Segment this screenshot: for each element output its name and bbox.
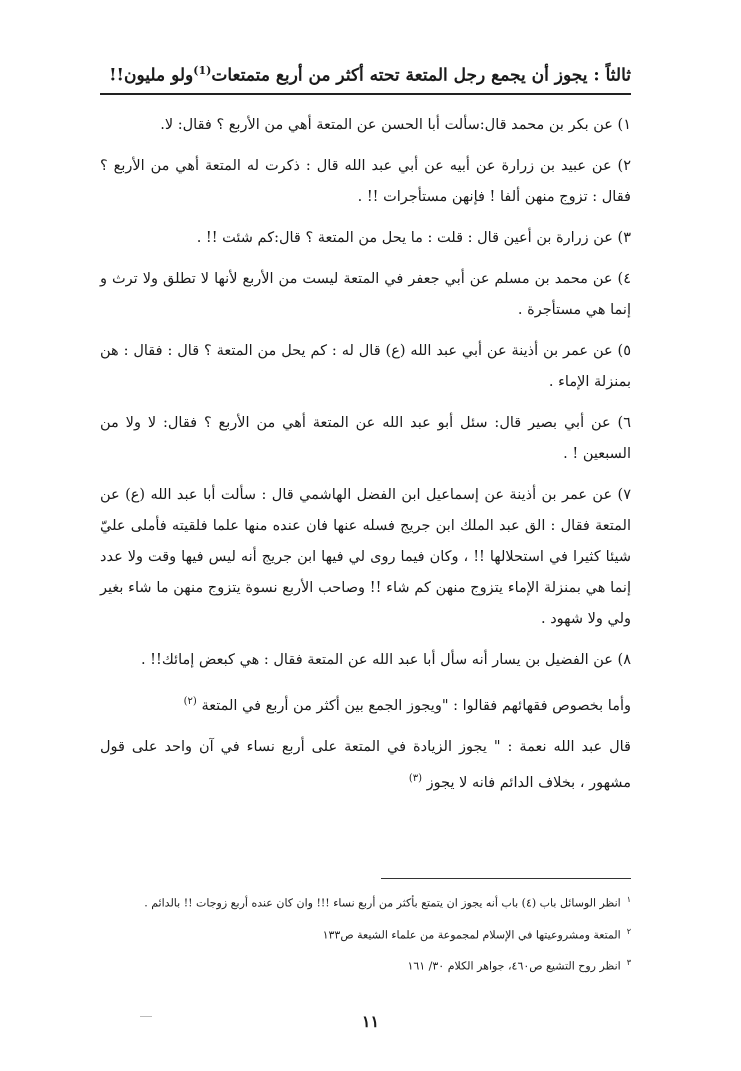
footnote-text: انظر روح التشيع ص٤٦٠، جواهر الكلام ٣٠/ ١٦١ bbox=[407, 959, 621, 973]
narration-5: ٥) عن عمر بن أذينة عن أبي عبد الله (ع) قال له : كم يحل من المتعة ؟ قال : فقال : هن بمنزلة الإماء . bbox=[100, 343, 631, 390]
footnote-3 bbox=[100, 951, 631, 979]
jurists-paragraph bbox=[100, 686, 631, 722]
narration-3: ٣) عن زرارة بن أعين قال : قلت : ما يحل من المتعة ؟ قال:كم شئت !! . bbox=[196, 230, 631, 246]
body-text bbox=[100, 110, 631, 809]
page-number: ١١ bbox=[361, 1012, 380, 1031]
narration-1: ١) عن بكر بن محمد قال:سألت أبا الحسن عن المتعة أهي من الأربع ؟ فقال: لا. bbox=[160, 117, 631, 133]
abdullah-nima-text: قال عبد الله نعمة : " يجوز الزيادة في المتعة على أربع نساء في آن واحد على قول مشهور ، بخلاف الدائم فانه لا يجوز bbox=[100, 738, 631, 791]
footnotes bbox=[100, 888, 631, 983]
heading-text: ثالثاً : يجوز أن يجمع رجل المتعة تحته أكثر من أربع متمتعات bbox=[211, 65, 631, 86]
footnote-number: ١ bbox=[626, 895, 631, 904]
footnote-2 bbox=[100, 920, 631, 948]
footnote-1 bbox=[100, 888, 631, 916]
jurists-footnote-ref: (٢) bbox=[183, 696, 197, 707]
narration-7: ٧) عن عمر بن أذينة عن إسماعيل ابن الفضل الهاشمي قال : سألت أبا عبد الله (ع) عن المتعة فقال : الق عبد الملك ابن جريج فسله عنها فان عنده منها علما فلقيته فأملى عليّ شيئا كثيرا في استحلالها !! ، وكان فيما روى لي فيها ابن جريج أنه ليس فيها وقت ولا عدد إنما هي بمنزلة الإماء يتزوج منهن كم شاء !! وصاحب الأربع نسوة يتزوج منهن ما شاء بغير ولي ولا شهود . bbox=[100, 487, 631, 627]
abdullah-nima-paragraph bbox=[100, 732, 631, 799]
narration-6: ٦) عن أبي بصير قال: سئل أبو عبد الله عن المتعة أهي من الأربع ؟ فقال: لا ولا من السبعين ! . bbox=[100, 415, 631, 462]
narration-2: ٢) عن عبيد بن زرارة عن أبيه عن أبي عبد الله قال : ذكرت له المتعة أهي من الأربع ؟ فقال : تزوج منهن ألفا ! فإنهن مستأجرات !! . bbox=[100, 158, 631, 205]
footnote-separator bbox=[381, 878, 631, 879]
section-heading bbox=[60, 58, 631, 89]
footnote-text: المتعة ومشروعيتها في الإسلام لمجموعة من علماء الشيعة ص١٣٣ bbox=[322, 928, 621, 942]
footnote-number: ٢ bbox=[626, 926, 631, 936]
narration-4: ٤) عن محمد بن مسلم عن أبي جعفر في المتعة ليست من الأربع لأنها لا تطلق ولا ترث و إنما هي مستأجرة . bbox=[100, 271, 631, 318]
heading-underline bbox=[100, 93, 631, 95]
abdullah-nima-footnote-ref: (٣) bbox=[408, 772, 422, 784]
footnote-text: انظر الوسائل باب (٤) باب أنه يجوز ان يتمتع بأكثر من أربع نساء !!! وان كان عنده أربع زوجات !! بالدائم . bbox=[144, 896, 621, 910]
footnote-number: ٣ bbox=[626, 958, 631, 968]
jurists-text: وأما بخصوص فقهائهم فقالوا : "ويجوز الجمع بين أكثر من أربع في المتعة bbox=[201, 697, 631, 714]
narration-8: ٨) عن الفضيل بن يسار أنه سأل أبا عبد الله عن المتعة فقال : هي كبعض إمائك!! . bbox=[140, 652, 631, 668]
heading-tail: ولو مليون!! bbox=[109, 65, 194, 86]
heading-footnote-ref: (1) bbox=[193, 64, 212, 77]
